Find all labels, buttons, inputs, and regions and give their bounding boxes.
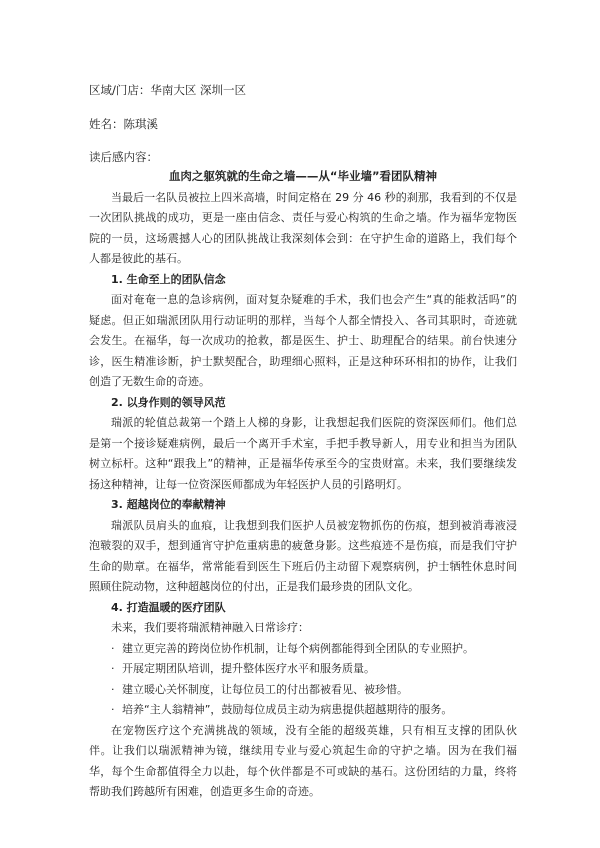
section-paragraph-3: 瑞派队员肩头的血痕，让我想到我们医护人员被宠物抓伤的伤痕，想到被消毒液浸泡皲裂的双手，想到通宵守护危重病患的疲惫身影。这些痕迹不是伤痕，而是我们守护生命的勋章。在福华，常常能看到医生下班后仍主动留下观察病例，护士牺牲休息时间照顾住院动物，这种超越岗位的付出，正是我们最珍贵的团队文化。 (89, 518, 517, 593)
section-heading-2: 2. 以身作则的领导风范 (111, 395, 226, 409)
bullet-marker: · (111, 641, 115, 655)
list-item (89, 659, 517, 680)
region-store-line: 区域/门店：华南大区 深圳一区 (89, 83, 247, 97)
article-title: 血肉之躯筑就的生命之墙——从“毕业墙”看团队精神 (168, 169, 438, 183)
list-item-text: 建立暖心关怀制度，让每位员工的付出都被看见、被珍惜。 (122, 682, 408, 696)
section-paragraph-4: 未来，我们要将瑞派精神融入日常诊疗： (111, 621, 309, 634)
conclusion-paragraph: 在宠物医疗这个充满挑战的领域，没有全能的超级英雄，只有相互支撑的团队伙伴。让我们以瑞派精神为镜，继续用专业与爱心筑起生命的守护之墙。因为在我们福华，每个生命都值得全力以赴，每个伙伴都是不可或缺的基石。这份团结的力量，终将帮助我们跨越所有困难，创造更多生命的奇迹。 (89, 723, 517, 798)
intro-paragraph: 当最后一名队员被拉上四米高墙，时间定格在 29 分 46 秒的刹那，我看到的不仅是一次团队挑战的成功，更是一座由信念、责任与爱心构筑的生命之墙。作为福华宠物医院的一员，这场震撼人心的团队挑战让我深刻体会到：在守护生命的道路上，我们每个人都是彼此的基石。 (89, 190, 517, 265)
impression-label: 读后感内容： (89, 150, 158, 164)
list-item (89, 700, 517, 721)
section-heading-4: 4. 打造温暖的医疗团队 (111, 600, 226, 614)
section-heading-1: 1. 生命至上的团队信念 (111, 272, 226, 286)
bullet-marker: · (111, 682, 115, 696)
list-item-text: 开展定期团队培训，提升整体医疗水平和服务质量。 (122, 662, 375, 675)
bullet-marker: · (111, 703, 115, 716)
section-paragraph-2: 瑞派的轮值总裁第一个踏上人梯的身影，让我想起我们医院的资深医师们。他们总是第一个接诊疑难病例，最后一个离开手术室，手把手教导新人，用专业和担当为团队树立标杆。这种“跟我上”的精神，正是福华传承至今的宝贵财富。未来，我们要继续发扬这种精神，让每一位资深医师都成为年轻医护人员的引路明灯。 (89, 416, 517, 491)
name-line: 姓名：陈琪溪 (89, 117, 158, 131)
section-paragraph-1: 面对奄奄一息的急诊病例，面对复杂疑难的手术，我们也会产生“真的能救活吗”的疑虑。但正如瑞派团队用行动证明的那样，当每个人都全情投入、各司其职时，奇迹就会发生。在福华，每一次成功的抢救，都是医生、护士、助理配合的结果。前台快速分诊，医生精准诊断，护士默契配合，助理细心照料，正是这种环环相扣的协作，让我们创造了无数生命的奇迹。 (89, 293, 517, 388)
list-item-text: 培养“主人翁精神”，鼓励每位成员主动为病患提供超越期待的服务。 (122, 703, 453, 716)
section-heading-3: 3. 超越岗位的奉献精神 (111, 498, 226, 511)
list-item-text: 建立更完善的跨岗位协作机制，让每个病例都能得到全团队的专业照护。 (122, 641, 474, 655)
bullet-marker: · (111, 662, 115, 675)
list-item (89, 680, 517, 701)
article-body (89, 166, 517, 803)
list-item (89, 639, 517, 660)
